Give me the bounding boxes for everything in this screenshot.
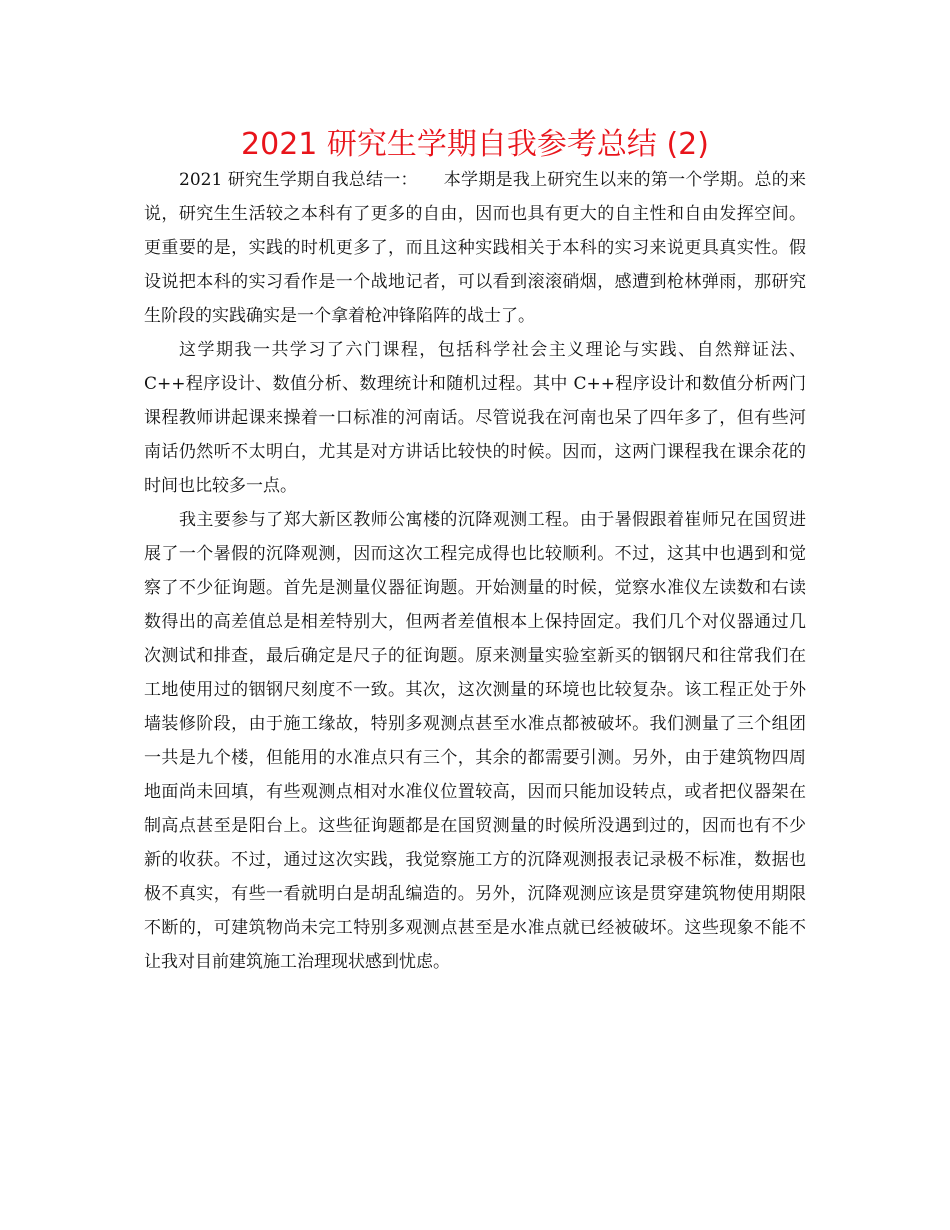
paragraph-2: 这学期我一共学习了六门课程，包括科学社会主义理论与实践、自然辩证法、C++程序设计、数值分析、数理统计和随机过程。其中 C++程序设计和数值分析两门课程教师讲起课来操着一口标准的河南话。尽管说我在河南也呆了四年多了，但有些河南话仍然听不太明白，尤其是对方讲话比较快的时候。因而，这两门课程我在课余花的时间也比较多一点。	[144, 340, 806, 496]
paragraph-3: 我主要参与了郑大新区教师公寓楼的沉降观测工程。由于暑假跟着崔师兄在国贸进展了一个暑假的沉降观测，因而这次工程完成得也比较顺利。不过，这其中也遇到和觉察了不少征询题。首先是测量仪器征询题。开始测量的时候，觉察水准仪左读数和右读数得出的高差值总是相差特别大，但两者差值根本上保持固定。我们几个对仪器通过几次测试和排查，最后确定是尺子的征询题。原来测量实验室新买的铟钢尺和往常我们在工地使用过的铟钢尺刻度不一致。其次，这次测量的环境也比较复杂。该工程正处于外墙装修阶段，由于施工缘故，特别多观测点甚至水准点都被破坏。我们测量了三个组团一共是九个楼，但能用的水准点只有三个，其余的都需要引测。另外，由于建筑物四周地面尚未回填，有些观测点相对水准仪位置较高，因而只能加设转点，或者把仪器架在制高点甚至是阳台上。这些征询题都是在国贸测量的时候所没遇到过的，因而也有不少新的收获。不过，通过这次实践，我觉察施工方的沉降观测报表记录极不标准，数据也极不真实，有些一看就明白是胡乱编造的。另外，沉降观测应该是贯穿建筑物使用期限不断的，可建筑物尚未完工特别多观测点甚至是水准点就已经被破坏。这些现象不能不让我对目前建筑施工治理现状感到忧虑。	[144, 510, 806, 972]
document-body	[144, 163, 806, 979]
document-title: 2021 研究生学期自我参考总结 (2)	[241, 127, 709, 162]
paragraph-1: 2021 研究生学期自我总结一： 本学期是我上研究生以来的第一个学期。总的来说，研究生生活较之本科有了更多的自由，因而也具有更大的自主性和自由发挥空间。更重要的是，实践的时机更多了，而且这种实践相关于本科的实习来说更具真实性。假设说把本科的实习看作是一个战地记者，可以看到滚滚硝烟，感遭到枪林弹雨，那研究生阶段的实践确实是一个拿着枪冲锋陷阵的战士了。	[144, 170, 806, 326]
